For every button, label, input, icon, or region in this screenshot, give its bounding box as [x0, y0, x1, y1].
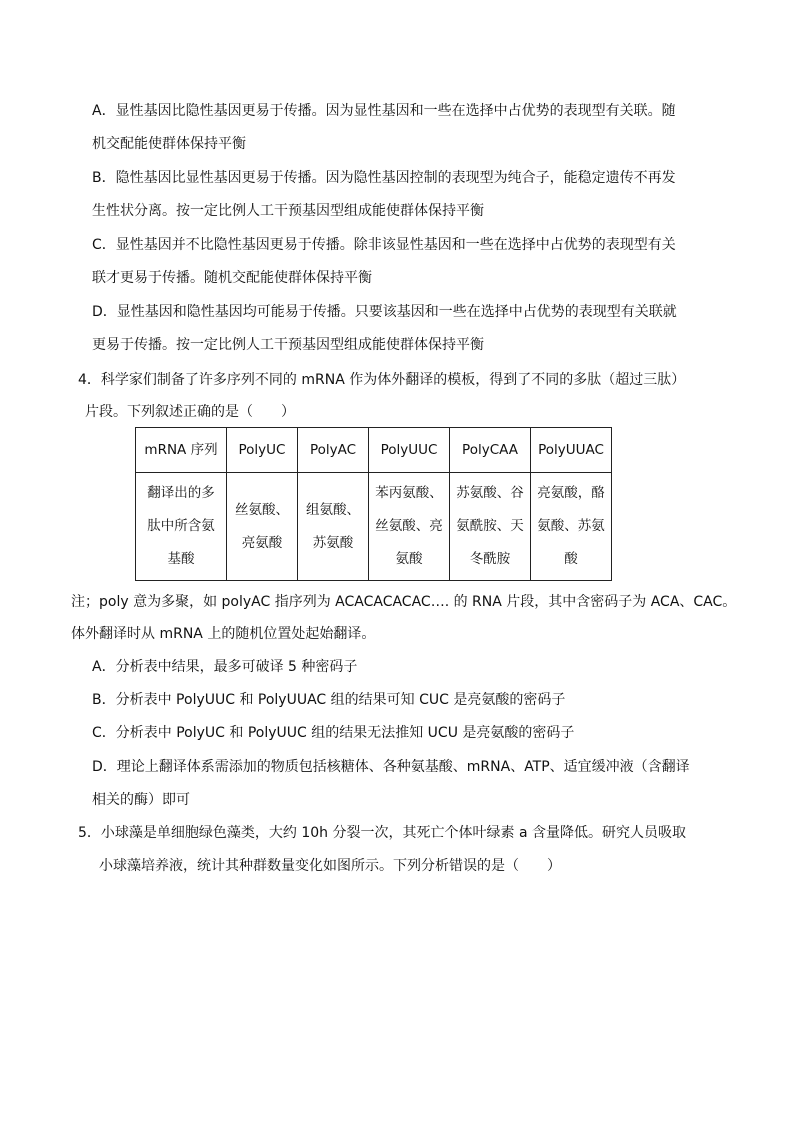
cell-line: 翻译出的多 — [147, 485, 215, 501]
cell-line: 丝氨酸、 — [235, 501, 289, 518]
codon-table — [135, 427, 612, 581]
cell-line: 组氨酸、 — [306, 501, 360, 518]
table-cell — [298, 473, 369, 581]
q3-option-a-line1: A．显性基因比隐性基因更易于传播。因为显性基因和一些在选择中占优势的表现型有关联。随 — [92, 103, 676, 119]
cell-line: 氨酰胺、天 — [456, 518, 524, 534]
table-header-cell: PolyUUAC — [531, 428, 612, 473]
table-header-row — [136, 428, 612, 473]
table-cell — [369, 473, 450, 581]
cell-line: 酸 — [564, 551, 578, 567]
cell-line: 苯丙氨酸、 — [375, 485, 443, 501]
q4-option-b: B．分析表中 PolyUUC 和 PolyUUAC 组的结果可知 CUC 是亮氨酸的密码子 — [92, 692, 566, 708]
q3-option-c-line1: C．显性基因并不比隐性基因更易于传播。除非该显性基因和一些在选择中占优势的表现型有关 — [92, 237, 676, 253]
table-cell — [531, 473, 612, 581]
q4-note-line2: 体外翻译时从 mRNA 上的随机位置处起始翻译。 — [71, 626, 376, 642]
q4-option-a: A．分析表中结果，最多可破译 5 种密码子 — [92, 659, 358, 675]
cell-line: 亮氨酸 — [241, 534, 283, 551]
q3-option-a-line2: 机交配能使群体保持平衡 — [92, 136, 246, 152]
cell-line: 氨酸 — [395, 551, 423, 567]
q4-option-d-line1: D．理论上翻译体系需添加的物质包括核糖体、各种氨基酸、mRNA、ATP、适宜缓冲液（含翻译 — [92, 759, 690, 775]
q4-stem-line2: 片段。下列叙述正确的是（ ） — [85, 404, 295, 420]
cell-line: 丝氨酸、亮 — [375, 518, 443, 534]
table-cell — [136, 473, 227, 581]
q4-option-d-line2: 相关的酶）即可 — [92, 792, 190, 808]
cell-line: 基酸 — [167, 551, 195, 567]
table-header-cell: PolyAC — [298, 428, 369, 473]
table-header-cell: PolyCAA — [450, 428, 531, 473]
table-cell — [450, 473, 531, 581]
cell-line: 苏氨酸 — [312, 534, 354, 551]
table-header-cell: PolyUC — [227, 428, 298, 473]
q3-option-d-line1: D．显性基因和隐性基因均可能易于传播。只要该基因和一些在选择中占优势的表现型有关联就 — [92, 304, 677, 320]
cell-line: 苏氨酸、谷 — [456, 485, 524, 501]
q3-option-d-line2: 更易于传播。按一定比例人工干预基因型组成能使群体保持平衡 — [92, 337, 484, 353]
q5-stem-line1: 5．小球藻是单细胞绿色藻类，大约 10h 分裂一次，其死亡个体叶绿素 a 含量降低。研究人员吸取 — [78, 825, 686, 841]
table-cell — [227, 473, 298, 581]
cell-line: 亮氨酸，酪 — [537, 485, 605, 501]
q5-stem-line2: 小球藻培养液，统计其种群数量变化如图所示。下列分析错误的是（ ） — [99, 858, 561, 874]
q4-stem-line1: 4．科学家们制备了许多序列不同的 mRNA 作为体外翻译的模板，得到了不同的多肽（超过三肽） — [78, 372, 686, 388]
q3-option-c-line2: 联才更易于传播。随机交配能使群体保持平衡 — [92, 270, 372, 286]
table-row — [136, 473, 612, 581]
cell-line: 冬酰胺 — [469, 551, 511, 567]
table-header-cell: PolyUUC — [369, 428, 450, 473]
cell-line: 肽中所含氨 — [147, 518, 215, 534]
q3-option-b-line1: B．隐性基因比显性基因更易于传播。因为隐性基因控制的表现型为纯合子，能稳定遗传不再发 — [92, 170, 676, 186]
q3-option-b-line2: 生性状分离。按一定比例人工干预基因型组成能使群体保持平衡 — [92, 203, 484, 219]
table-header-cell: mRNA 序列 — [136, 428, 227, 473]
q4-note-line1: 注；poly 意为多聚，如 polyAC 指序列为 ACACACACAC…. 的 RNA 片段，其中含密码子为 ACA、CAC。 — [71, 594, 737, 610]
q4-option-c: C．分析表中 PolyUC 和 PolyUUC 组的结果无法推知 UCU 是亮氨酸的密码子 — [92, 725, 575, 741]
cell-line: 氨酸、苏氨 — [537, 518, 605, 534]
